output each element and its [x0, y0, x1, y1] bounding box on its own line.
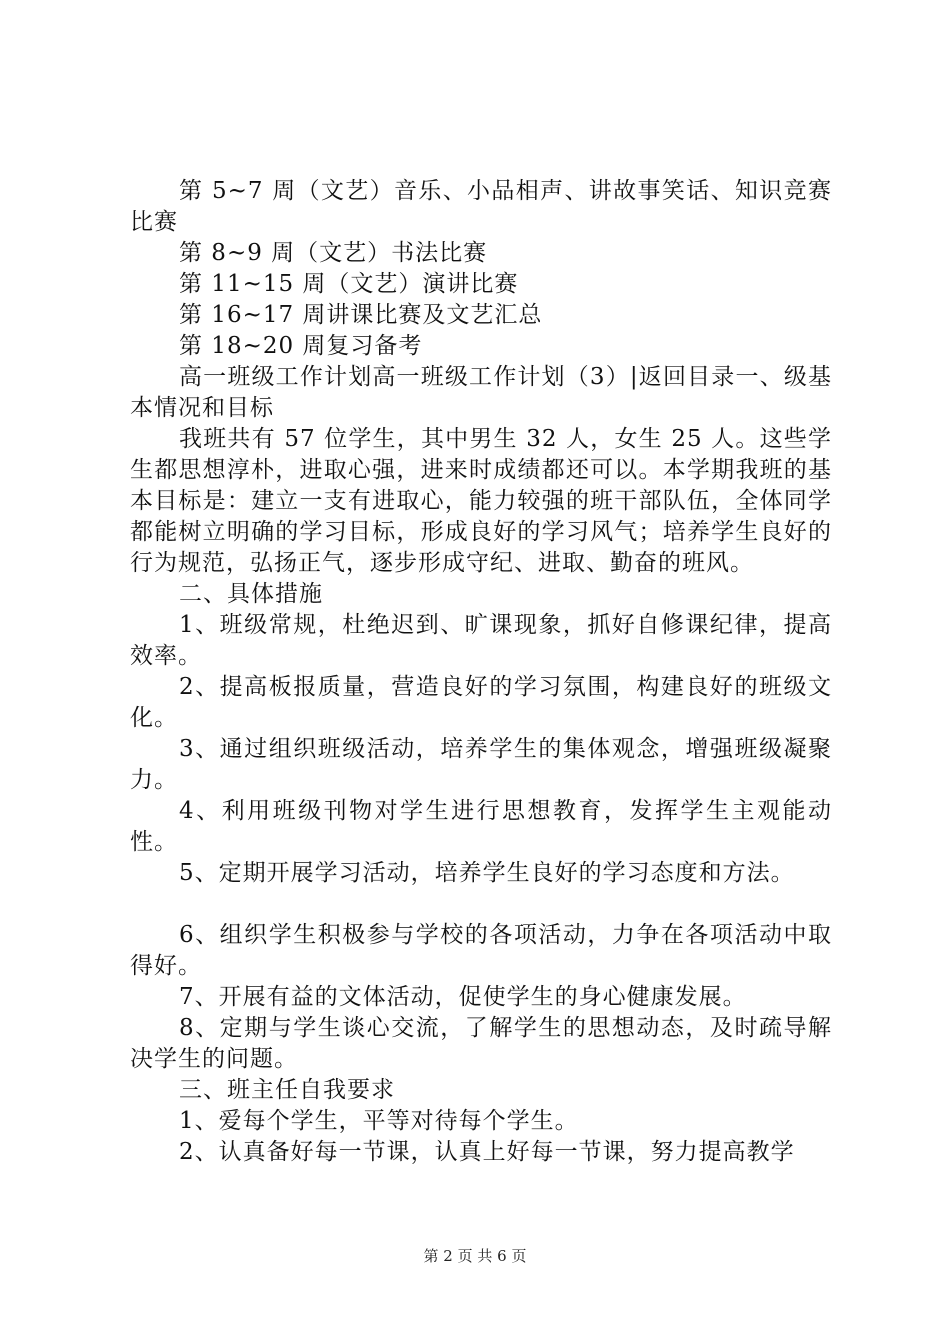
- list-item: 8、定期与学生谈心交流，了解学生的思想动态，及时疏导解决学生的问题。: [130, 1015, 832, 1072]
- paragraph: 我班共有 57 位学生，其中男生 32 人，女生 25 人。这些学生都思想淳朴，进取心强，进来时成绩都还可以。本学期我班的基本目标是：建立一支有进取心，能力较强的班干部队伍，全体同学都能树立明确的学习目标，形成良好的学习风气；培养学生良好的行为规范，弘扬正气，逐步形成守纪、进取、勤奋的班风。: [130, 426, 832, 576]
- list-item: 5、定期开展学习活动，培养学生良好的学习态度和方法。: [179, 860, 795, 886]
- paragraph: 第 8~9 周（文艺）书法比赛: [179, 240, 488, 266]
- page-footer: [0, 1245, 950, 1266]
- section-heading: 高一班级工作计划高一班级工作计划（3）|返回目录一、级基本情况和目标: [130, 364, 832, 421]
- list-item: 1、班级常规，杜绝迟到、旷课现象，抓好自修课纪律，提高效率。: [130, 612, 832, 669]
- list-item: 7、开展有益的文体活动，促使学生的身心健康发展。: [179, 984, 747, 1010]
- paragraph: 第 11~15 周（文艺）演讲比赛: [179, 271, 519, 297]
- list-item: 3、通过组织班级活动，培养学生的集体观念，增强班级凝聚力。: [130, 736, 832, 793]
- list-item: 2、提高板报质量，营造良好的学习氛围，构建良好的班级文化。: [130, 674, 832, 731]
- list-item: 2、认真备好每一节课，认真上好每一节课，努力提高教学: [179, 1139, 795, 1165]
- section-heading: 三、班主任自我要求: [179, 1077, 395, 1103]
- section-heading: 二、具体措施: [179, 581, 323, 607]
- paragraph: 第 18~20 周复习备考: [179, 333, 423, 359]
- list-item: 4、利用班级刊物对学生进行思想教育，发挥学生主观能动性。: [130, 798, 832, 855]
- list-item: 6、组织学生积极参与学校的各项活动，力争在各项活动中取得好。: [130, 922, 832, 979]
- document-body: [130, 176, 832, 1168]
- paragraph: 第 5~7 周（文艺）音乐、小品相声、讲故事笑话、知识竞赛比赛: [130, 178, 832, 235]
- list-item: 1、爱每个学生，平等对待每个学生。: [179, 1108, 579, 1134]
- paragraph: 第 16~17 周讲课比赛及文艺汇总: [179, 302, 543, 328]
- page-number: 第 2 页 共 6 页: [423, 1247, 527, 1265]
